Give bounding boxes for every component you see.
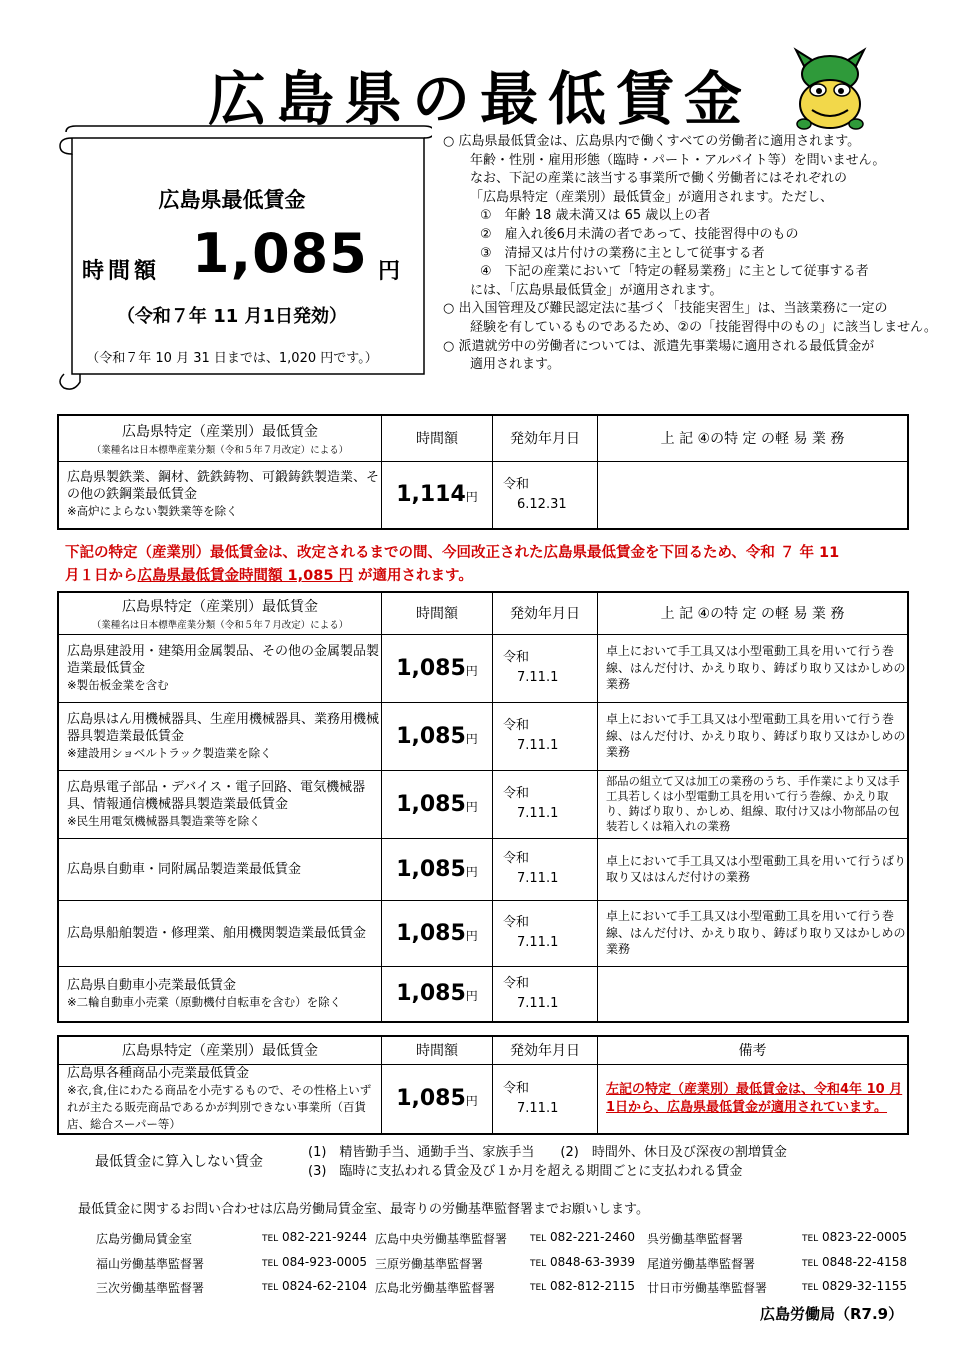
table-row [58,461,908,529]
light-tasks: 卓上において手工具又は小型電動工具を用いて行う巻線、はんだ付け、かえり取り、鋳ばり取り又はかしめの業務 [598,900,909,966]
header-name: 広島県特定（産業別）最低賃金 （業種名は日本標準産業分類（令和５年７月改定）による） [58,415,382,461]
industry-name: 広島県はん用機械器具、生産用機械器具、業務用機械器具製造業最低賃金 ※建設用ショベルトラック製造業を除く [58,702,382,770]
effective-date-cell: 令和 7.11.1 [493,702,598,770]
header-remarks: 備考 [598,1036,909,1064]
hourly-rate: 1,085円 [382,1064,493,1134]
contact-name: 三原労働基準監督署 [375,1257,484,1271]
hourly-rate: 1,085円 [382,634,493,702]
header-date: 発効年月日 [493,415,598,461]
header-tasks: 上 記 ④の特 定 の軽 易 業 務 [598,415,909,461]
effective-date-cell: 令和 7.11.1 [493,838,598,900]
effective-date-cell: 令和 6.12.31 [493,461,598,529]
exclusion-line: (1) 精皆勤手当、通勤手当、家族手当 (2) 時間外、休日及び深夜の割増賃金 [308,1145,787,1160]
contact-name: 広島北労働基準監督署 [375,1281,496,1295]
contact-name: 三次労働基準監督署 [96,1281,205,1295]
contact-tel: TEL 082-221-9244 [262,1230,368,1244]
contact-tel: TEL 082-221-2460 [530,1230,636,1244]
contact-tel: TEL 082-812-2115 [530,1279,636,1293]
rate-label: 時間額 [82,259,161,284]
light-tasks [598,461,909,529]
header-rate: 時間額 [382,592,493,634]
previous-rate-note: （令和７年 10 月 31 日までは、1,020 円です。） [86,351,378,366]
mascot-character-icon [790,46,870,136]
note-line: ○ 出入国管理及び難民認定法に基づく「技能実習生」は、当該業務に一定の [443,301,888,317]
contact-tel: TEL 0823-22-0005 [802,1230,908,1244]
note-line: 適用されます。 [470,357,560,373]
note-line: ① 年齢 18 歳未満又は 65 歳以上の者 [480,208,711,224]
contact-name: 廿日市労働基準監督署 [647,1281,768,1295]
industry-name: 広島県建設用・建築用金属製品、その他の金属製品製造業最低賃金 ※製缶板金業を含む [58,634,382,702]
page-title: 広島県の最低賃金 [207,65,752,133]
contact-tel: TEL 0848-22-4158 [802,1255,908,1269]
note-line: ② 雇入れ後6月未満の者であって、技能習得中のもの [480,226,799,242]
light-tasks: 卓上において手工具又は小型電動工具を用いて行う巻線、はんだ付け、かえり取り、鋳ばり取り又はかしめの業務 [598,702,909,770]
table-row [58,966,908,1022]
minimum-wage-heading: 広島県最低賃金 [158,188,306,212]
footer-issuer: 広島労働局（R7.9） [760,1305,904,1323]
red-notice-rate: 広島県最低賃金時間額 1,085 円 [137,568,353,584]
effective-date-cell: 令和 7.11.1 [493,966,598,1022]
notes-list [443,133,937,375]
header-name: 広島県特定（産業別）最低賃金 [58,1036,382,1064]
hourly-rate: 1,085円 [382,900,493,966]
light-tasks [598,966,909,1022]
header-date: 発効年月日 [493,1036,598,1064]
contact-name: 福山労働基準監督署 [96,1257,205,1271]
industry-name: 広島県製鉄業、鋼材、銑鉄鋳物、可鍛鋳鉄製造業、その他の鉄鋼業最低賃金 ※高炉によらない製鉄業等を除く [58,461,382,529]
contact-name: 尾道労働基準監督署 [647,1257,756,1271]
light-tasks: 部品の組立て又は加工の業務のうち、手作業により又は手工具若しくは小型電動工具を用いて行う巻線、かえり取り、鋳ばり取り、かしめ、組線、取付け又は小物部品の包装若しくは箱入れの業務 [598,770,909,838]
hourly-rate: 1,085円 [382,770,493,838]
note-line: ○ 広島県最低賃金は、広島県内で働くすべての労働者に適用されます。 [443,134,861,149]
rate-unit: 円 [378,259,401,284]
industry-name: 広島県船舶製造・修理業、舶用機関製造業最低賃金 [58,900,382,966]
contact-tel: TEL 0824-62-2104 [262,1279,368,1293]
industry-name: 広島県電子部品・デバイス・電子回路、電気機械器具、情報通信機械器具製造業最低賃金 ※民生用電気機械器具製造業等を除く [58,770,382,838]
note-line: ③ 清掃又は片付けの業務に主として従事する者 [480,245,765,261]
header-name: 広島県特定（産業別）最低賃金 （業種名は日本標準産業分類（令和５年７月改定）による） [58,592,382,634]
note-line: 経験を有しているものであるため、②の「技能習得中のもの」に該当しません。 [470,319,937,335]
light-tasks: 卓上において手工具又は小型電動工具を用いて行う巻線、はんだ付け、かえり取り、鋳ばり取り又はかしめの業務 [598,634,909,702]
hourly-rate: 1,114円 [382,461,493,529]
effective-date-cell: 令和 7.11.1 [493,634,598,702]
contact-name: 広島中央労働基準監督署 [375,1232,508,1246]
table-row [58,838,908,900]
minimum-wage-rate [60,222,404,285]
exclusions-label: 最低賃金に算入しない賃金 [95,1154,263,1170]
table-row [58,770,908,838]
light-tasks: 卓上において手工具又は小型電動工具を用いて行うばり取り又ははんだ付けの業務 [598,838,909,900]
hourly-rate: 1,085円 [382,966,493,1022]
contact-tel: TEL 0848-63-3939 [530,1255,636,1269]
note-line: 「広島県特定（産業別）最低賃金」が適用されます。ただし、 [470,189,833,205]
note-line: には、「広島県最低賃金」が適用されます。 [470,282,723,298]
effective-date-cell: 令和 7.11.1 [493,770,598,838]
industry-name: 広島県自動車小売業最低賃金 ※二輪自動車小売業（原動機付自転車を含む）を除く [58,966,382,1022]
table-row [58,1064,908,1134]
exclusion-line: (3) 臨時に支払われる賃金及び１か月を超える期間ごとに支払われる賃金 [308,1164,743,1179]
exclusions-list [308,1143,787,1181]
effective-date-cell: 令和 7.11.1 [493,900,598,966]
table-row [58,900,908,966]
inquiry-text: 最低賃金に関するお問い合わせは広島労働局賃金室、最寄りの労働基準監督署までお願いします。 [78,1202,649,1217]
rate-value: 1,085 [192,222,368,285]
red-notice: 下記の特定（産業別）最低賃金は、改定されるまでの間、今回改正された広島県最低賃金を下回るため、令和 ７ 年 11 月１日から広島県最低賃金時間額 1,085 円 が適用されます。 [65,545,840,584]
industry-name: 広島県自動車・同附属品製造業最低賃金 [58,838,382,900]
contact-tel: TEL 084-923-0005 [262,1255,368,1269]
hourly-rate: 1,085円 [382,838,493,900]
industry-name: 広島県各種商品小売業最低賃金 ※衣,食,住にわたる商品を小売するもので、その性格上いずれが主たる販売商品であるかが判別できない事業所（百貨店、総合スーパー等） [58,1064,382,1134]
note-line: ④ 下記の産業において「特定の軽易業務」に主として従事する者 [480,264,869,280]
effective-date-cell: 令和 7.11.1 [493,1064,598,1134]
contact-name: 呉労働基準監督署 [647,1232,744,1246]
note-line: ○ 派遣就労中の労働者については、派遣先事業場に適用される最低賃金が [443,338,875,354]
table-specific-wage-2 [57,591,909,1023]
table-specific-wage-1 [57,414,909,530]
table-row [58,634,908,702]
hourly-rate: 1,085円 [382,702,493,770]
header-date: 発効年月日 [493,592,598,634]
contact-name: 広島労働局賃金室 [96,1232,193,1246]
note-line: なお、下記の産業に該当する事業所で働く労働者にはそれぞれの [470,171,848,187]
header-rate: 時間額 [382,1036,493,1064]
header-tasks: 上 記 ④の特 定 の軽 易 業 務 [598,592,909,634]
contact-tel: TEL 0829-32-1155 [802,1279,908,1293]
remarks-cell: 左記の特定（産業別）最低賃金は、令和4年 10 月1日から、広島県最低賃金が適用されています。 [598,1064,909,1134]
table-specific-wage-3 [57,1035,909,1135]
table-row [58,702,908,770]
effective-date: （令和７年 11 月1日発効） [116,306,348,327]
header-rate: 時間額 [382,415,493,461]
note-line: 年齢・性別・雇用形態（臨時・パート・アルバイト等）を問いません。 [470,152,886,168]
